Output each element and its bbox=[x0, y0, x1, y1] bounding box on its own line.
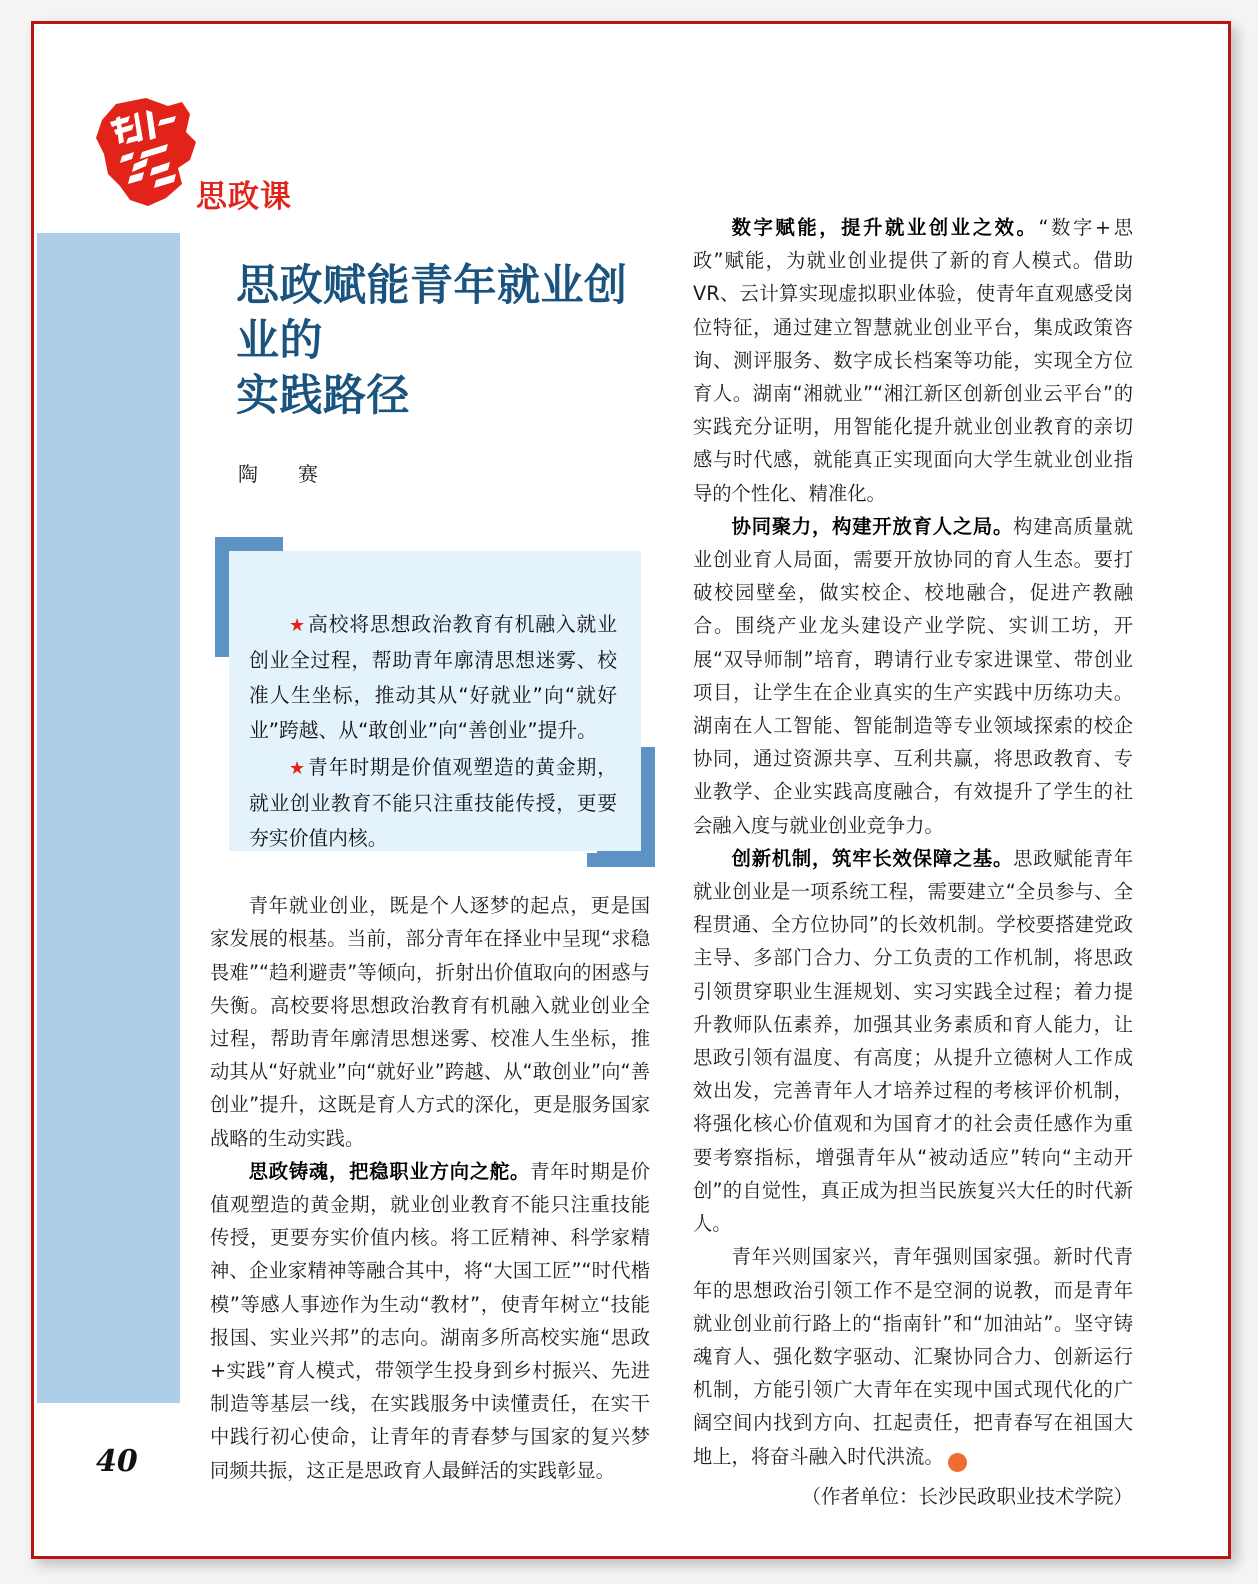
pull-quote-text: 高校将思想政治教育有机融入就业创业全过程，帮助青年廓清思想迷雾、校准人生坐标，推动其从“好就业”向“就好业”跨越、从“敢创业”向“善创业”提升。 bbox=[249, 613, 617, 743]
pull-quote-callout bbox=[215, 537, 655, 867]
pull-quote-item bbox=[249, 750, 617, 856]
paragraph-lead: 数字赋能，提升就业创业之效。 bbox=[731, 216, 1039, 239]
body-paragraph bbox=[210, 1155, 650, 1487]
paragraph-lead: 协同聚力，构建开放育人之局。 bbox=[731, 514, 1014, 538]
orange-circle-endmark-icon: ① bbox=[948, 1453, 967, 1472]
body-paragraph bbox=[693, 510, 1133, 842]
paragraph-text: 青年兴则国家兴，青年强则国家强。新时代青年的思想政治引领工作不是空洞的说教，而是青年就业创业前行路上的“指南针”和“加油站”。坚守铸魂育人、强化数字驱动、汇聚协同合力、创新运行机制，方能引领广大青年在实现中国式现代化的广阔空间内找到方向、扛起责任，把青春写在祖国大地上，将奋斗融入时代洪流。 bbox=[693, 1245, 1133, 1468]
paragraph-text: 青年就业创业，既是个人逐梦的起点，更是国家发展的根基。当前，部分青年在择业中呈现“求稳畏难”“趋利避责”等倾向，折射出价值取向的困惑与失衡。高校要将思想政治教育有机融入就业创业全过程，帮助青年廓清思想迷雾、校准人生坐标，推动其从“好就业”向“就好业”跨越、从“敢创业”向“善创业”提升，这既是育人方式的深化，更是服务国家战略的生动实践。 bbox=[210, 894, 650, 1150]
right-column bbox=[693, 211, 1133, 1515]
bracket-top-left-horizontal bbox=[215, 537, 283, 551]
paragraph-text: “数字+思政”赋能，为就业创业提供了新的育人模式。借助VR、云计算实现虚拟职业体验，使青年直观感受岗位特征，通过建立智慧就业创业平台，集成政策咨询、测评服务、数字成长档案等功能，实现全方位育人。湖南“湘就业”“湘江新区创新创业云平台”的实践充分证明，用智能化提升就业创业教育的亲切感与时代感，就能真正实现面向大学生就业创业指导的个性化、精准化。 bbox=[693, 216, 1133, 505]
masthead-label: 思政课 bbox=[196, 179, 292, 215]
pull-quote-box bbox=[229, 551, 641, 851]
article-title-line2: 实践路径 bbox=[236, 371, 410, 421]
red-star-icon: ★ bbox=[289, 615, 307, 637]
left-column bbox=[210, 239, 650, 1487]
body-paragraph bbox=[210, 889, 650, 1155]
body-paragraph bbox=[693, 211, 1133, 510]
paragraph-text: 青年时期是价值观塑造的黄金期，就业创业教育不能只注重技能传授，更要夯实价值内核。将工匠精神、科学家精神、企业家精神等融合其中，将“大国工匠”“时代楷模”等感人事迹作为生动“教材”，使青年树立“技能报国、实业兴邦”的志向。湖南多所高校实施“思政+实践”育人模式，带领学生投身到乡村振兴、先进制造等基层一线，在实践服务中读懂责任，在实干中践行初心使命，让青年的青春梦与国家的复兴梦同频共振，这正是思政育人最鲜活的实践彰显。 bbox=[210, 1159, 651, 1482]
page-title bbox=[236, 259, 650, 424]
masthead bbox=[86, 94, 316, 219]
pull-quote-item bbox=[249, 607, 617, 748]
magazine-page bbox=[31, 21, 1231, 1559]
paragraph-text: 思政赋能青年就业创业是一项系统工程，需要建立“全员参与、全程贯通、全方位协同”的长效机制。学校要搭建党政主导、多部门合力、分工负责的工作机制，将思政引领贯穿职业生涯规划、实习实践全过程；着力提升教师队伍素养，加强其业务素质和育人能力，让思政引领有温度、有高度；从提升立德树人工作成效出发，完善青年人才培养过程的考核评价机制，将强化核心价值观和为国育才的社会责任感作为重要考察指标，增强青年从“被动适应”转向“主动开创”的自觉性，真正成为担当民族复兴大任的时代新人。 bbox=[693, 846, 1134, 1236]
paragraph-lead: 思政铸魂，把稳职业方向之舵。 bbox=[248, 1159, 531, 1183]
decorative-blue-bar bbox=[37, 233, 180, 1403]
page-number: 40 bbox=[96, 1444, 138, 1479]
article-title-line1: 思政赋能青年就业创业的 bbox=[236, 261, 628, 366]
pull-quote-text: 青年时期是价值观塑造的黄金期，就业创业教育不能只注重技能传授，更要夯实价值内核。 bbox=[249, 756, 617, 851]
article-author: 陶 赛 bbox=[238, 462, 328, 486]
paragraph-text: 构建高质量就业创业育人局面，需要开放协同的育人生态。要打破校园壁垒，做实校企、校地融合，促进产教融合。围绕产业龙头建设产业学院、实训工坊，开展“双导师制”培育，聘请行业专家进课堂、带创业项目，让学生在企业真实的生产实践中历练功夫。湖南在人工智能、智能制造等专业领域探索的校企协同，通过资源共享、互利共赢，将思政教育、专业教学、企业实践高度融合，有效提升了学生的社会融入度与就业创业竞争力。 bbox=[693, 514, 1134, 837]
body-paragraph bbox=[693, 842, 1133, 1240]
body-paragraph-final bbox=[693, 1240, 1133, 1472]
paragraph-lead: 创新机制，筑牢长效保障之基。 bbox=[731, 846, 1014, 870]
red-star-icon: ★ bbox=[289, 758, 307, 780]
author-affiliation: （作者单位：长沙民政职业技术学院） bbox=[801, 1484, 1133, 1508]
